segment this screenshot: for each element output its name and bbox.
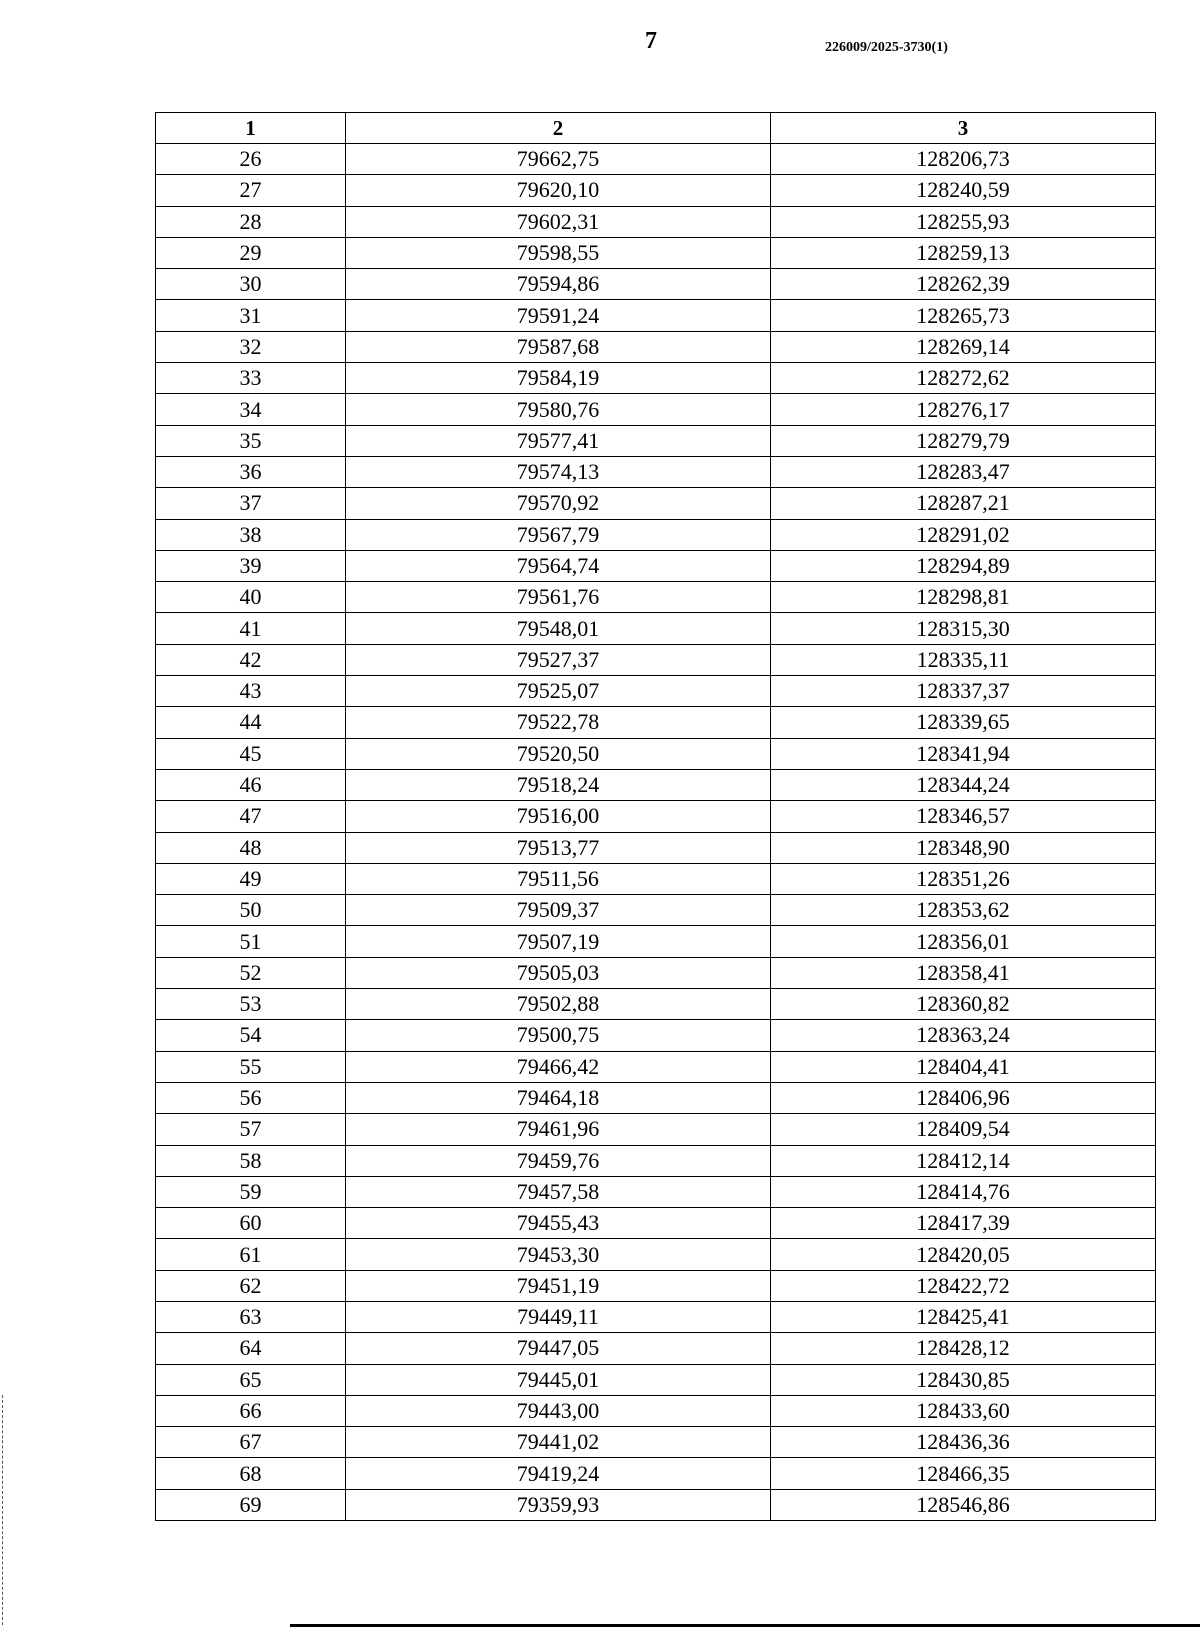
table-cell: 50 <box>156 895 346 926</box>
coordinates-table <box>155 112 1156 1521</box>
table-cell: 128279,79 <box>771 425 1156 456</box>
table-cell: 128337,37 <box>771 676 1156 707</box>
table-cell: 79561,76 <box>346 582 771 613</box>
table-cell: 79574,13 <box>346 456 771 487</box>
table-row <box>156 582 1156 613</box>
table-cell: 38 <box>156 519 346 550</box>
scan-edge-mark <box>2 1395 4 1625</box>
table-cell: 128422,72 <box>771 1270 1156 1301</box>
table-row <box>156 1176 1156 1207</box>
table-cell: 54 <box>156 1020 346 1051</box>
table-cell: 66 <box>156 1395 346 1426</box>
table-row <box>156 989 1156 1020</box>
table-cell: 79587,68 <box>346 331 771 362</box>
table-cell: 56 <box>156 1082 346 1113</box>
table-cell: 62 <box>156 1270 346 1301</box>
table-cell: 47 <box>156 801 346 832</box>
document-reference: 226009/2025-3730(1) <box>825 40 948 55</box>
table-row <box>156 832 1156 863</box>
table-cell: 79505,03 <box>346 957 771 988</box>
table-row <box>156 456 1156 487</box>
table-row <box>156 676 1156 707</box>
table-cell: 128406,96 <box>771 1082 1156 1113</box>
table-cell: 128417,39 <box>771 1208 1156 1239</box>
table-cell: 79464,18 <box>346 1082 771 1113</box>
table-row <box>156 769 1156 800</box>
table-row <box>156 269 1156 300</box>
table-row <box>156 363 1156 394</box>
table-cell: 128269,14 <box>771 331 1156 362</box>
table-cell: 63 <box>156 1301 346 1332</box>
table-cell: 27 <box>156 175 346 206</box>
table-cell: 79511,56 <box>346 863 771 894</box>
table-cell: 79564,74 <box>346 550 771 581</box>
table-cell: 79527,37 <box>346 644 771 675</box>
table-cell: 79567,79 <box>346 519 771 550</box>
table-cell: 128353,62 <box>771 895 1156 926</box>
table-row <box>156 801 1156 832</box>
table-cell: 45 <box>156 738 346 769</box>
table-cell: 128414,76 <box>771 1176 1156 1207</box>
table-row <box>156 1395 1156 1426</box>
table-row <box>156 1082 1156 1113</box>
table-cell: 31 <box>156 300 346 331</box>
column-header: 1 <box>156 113 346 144</box>
column-header: 2 <box>346 113 771 144</box>
table-cell: 79455,43 <box>346 1208 771 1239</box>
table-cell: 128356,01 <box>771 926 1156 957</box>
table-row <box>156 895 1156 926</box>
table-cell: 64 <box>156 1333 346 1364</box>
table-row <box>156 300 1156 331</box>
table-cell: 43 <box>156 676 346 707</box>
table-row <box>156 144 1156 175</box>
table-body <box>156 144 1156 1521</box>
table-cell: 128259,13 <box>771 237 1156 268</box>
table-cell: 79457,58 <box>346 1176 771 1207</box>
table-row <box>156 425 1156 456</box>
table-cell: 28 <box>156 206 346 237</box>
table-cell: 26 <box>156 144 346 175</box>
table-cell: 128425,41 <box>771 1301 1156 1332</box>
table-cell: 79500,75 <box>346 1020 771 1051</box>
table-cell: 79513,77 <box>346 832 771 863</box>
table-cell: 128240,59 <box>771 175 1156 206</box>
table-cell: 128358,41 <box>771 957 1156 988</box>
table-cell: 128363,24 <box>771 1020 1156 1051</box>
table-cell: 79466,42 <box>346 1051 771 1082</box>
table-cell: 128276,17 <box>771 394 1156 425</box>
table-cell: 128360,82 <box>771 989 1156 1020</box>
table-row <box>156 1333 1156 1364</box>
table-cell: 52 <box>156 957 346 988</box>
table-cell: 128265,73 <box>771 300 1156 331</box>
table-cell: 79451,19 <box>346 1270 771 1301</box>
table-cell: 128339,65 <box>771 707 1156 738</box>
table-cell: 128315,30 <box>771 613 1156 644</box>
table-cell: 79445,01 <box>346 1364 771 1395</box>
table-cell: 41 <box>156 613 346 644</box>
table-cell: 79441,02 <box>346 1427 771 1458</box>
table-cell: 79520,50 <box>346 738 771 769</box>
table-row <box>156 331 1156 362</box>
table-cell: 61 <box>156 1239 346 1270</box>
table-cell: 128420,05 <box>771 1239 1156 1270</box>
table-cell: 37 <box>156 488 346 519</box>
table-cell: 128335,11 <box>771 644 1156 675</box>
table-cell: 128344,24 <box>771 769 1156 800</box>
table-row <box>156 926 1156 957</box>
bottom-rule <box>290 1624 1200 1627</box>
table-row <box>156 206 1156 237</box>
table-cell: 49 <box>156 863 346 894</box>
table-cell: 79359,93 <box>346 1489 771 1520</box>
table-cell: 79620,10 <box>346 175 771 206</box>
table-row <box>156 1301 1156 1332</box>
table-cell: 128206,73 <box>771 144 1156 175</box>
table-row <box>156 957 1156 988</box>
table-cell: 79509,37 <box>346 895 771 926</box>
table-cell: 68 <box>156 1458 346 1489</box>
table-cell: 57 <box>156 1114 346 1145</box>
table-cell: 79594,86 <box>346 269 771 300</box>
table-cell: 36 <box>156 456 346 487</box>
table-cell: 58 <box>156 1145 346 1176</box>
table-cell: 128412,14 <box>771 1145 1156 1176</box>
table-cell: 128262,39 <box>771 269 1156 300</box>
table-header-row <box>156 113 1156 144</box>
table-cell: 79461,96 <box>346 1114 771 1145</box>
table-row <box>156 738 1156 769</box>
table-row <box>156 519 1156 550</box>
table-cell: 128351,26 <box>771 863 1156 894</box>
table-row <box>156 707 1156 738</box>
table-cell: 42 <box>156 644 346 675</box>
table-cell: 79662,75 <box>346 144 771 175</box>
table-row <box>156 1458 1156 1489</box>
table-cell: 128466,35 <box>771 1458 1156 1489</box>
table-cell: 79570,92 <box>346 488 771 519</box>
table-cell: 128430,85 <box>771 1364 1156 1395</box>
table-row <box>156 550 1156 581</box>
table-row <box>156 175 1156 206</box>
table-cell: 128255,93 <box>771 206 1156 237</box>
table-cell: 65 <box>156 1364 346 1395</box>
table-cell: 128346,57 <box>771 801 1156 832</box>
table-cell: 79598,55 <box>346 237 771 268</box>
table-cell: 67 <box>156 1427 346 1458</box>
table-row <box>156 1020 1156 1051</box>
table-row <box>156 1114 1156 1145</box>
table-cell: 128433,60 <box>771 1395 1156 1426</box>
table-cell: 79516,00 <box>346 801 771 832</box>
table-cell: 128404,41 <box>771 1051 1156 1082</box>
table-row <box>156 1364 1156 1395</box>
table-cell: 128436,36 <box>771 1427 1156 1458</box>
table-cell: 29 <box>156 237 346 268</box>
table-cell: 59 <box>156 1176 346 1207</box>
table-cell: 128348,90 <box>771 832 1156 863</box>
table-cell: 128272,62 <box>771 363 1156 394</box>
table-row <box>156 488 1156 519</box>
table-cell: 79459,76 <box>346 1145 771 1176</box>
table-cell: 79507,19 <box>346 926 771 957</box>
table-cell: 128287,21 <box>771 488 1156 519</box>
table-row <box>156 1427 1156 1458</box>
table-cell: 79522,78 <box>346 707 771 738</box>
table-cell: 39 <box>156 550 346 581</box>
table-cell: 46 <box>156 769 346 800</box>
table-cell: 128283,47 <box>771 456 1156 487</box>
page-number: 7 <box>645 28 657 54</box>
table-row <box>156 1270 1156 1301</box>
table-cell: 79584,19 <box>346 363 771 394</box>
table-cell: 128409,54 <box>771 1114 1156 1145</box>
table-row <box>156 644 1156 675</box>
table-row <box>156 863 1156 894</box>
table-cell: 128546,86 <box>771 1489 1156 1520</box>
table-cell: 128294,89 <box>771 550 1156 581</box>
table-cell: 79419,24 <box>346 1458 771 1489</box>
table-row <box>156 1239 1156 1270</box>
table-row <box>156 394 1156 425</box>
table-cell: 128298,81 <box>771 582 1156 613</box>
table-cell: 79591,24 <box>346 300 771 331</box>
table-cell: 79577,41 <box>346 425 771 456</box>
table-cell: 30 <box>156 269 346 300</box>
table-cell: 51 <box>156 926 346 957</box>
table-cell: 69 <box>156 1489 346 1520</box>
table-cell: 40 <box>156 582 346 613</box>
table-cell: 53 <box>156 989 346 1020</box>
table-row <box>156 1208 1156 1239</box>
table-row <box>156 1145 1156 1176</box>
table-row <box>156 1489 1156 1520</box>
table-cell: 128341,94 <box>771 738 1156 769</box>
table-cell: 34 <box>156 394 346 425</box>
table-cell: 55 <box>156 1051 346 1082</box>
table-row <box>156 1051 1156 1082</box>
table-cell: 79443,00 <box>346 1395 771 1426</box>
table-cell: 79518,24 <box>346 769 771 800</box>
table-cell: 60 <box>156 1208 346 1239</box>
table-row <box>156 237 1156 268</box>
column-header: 3 <box>771 113 1156 144</box>
table-cell: 128428,12 <box>771 1333 1156 1364</box>
table-cell: 79548,01 <box>346 613 771 644</box>
table-cell: 79453,30 <box>346 1239 771 1270</box>
table-cell: 79580,76 <box>346 394 771 425</box>
table-cell: 79447,05 <box>346 1333 771 1364</box>
table-cell: 79602,31 <box>346 206 771 237</box>
table-cell: 48 <box>156 832 346 863</box>
table-row <box>156 613 1156 644</box>
table-cell: 128291,02 <box>771 519 1156 550</box>
table-cell: 79525,07 <box>346 676 771 707</box>
table-cell: 33 <box>156 363 346 394</box>
table-cell: 79449,11 <box>346 1301 771 1332</box>
table-cell: 32 <box>156 331 346 362</box>
table-cell: 44 <box>156 707 346 738</box>
table-cell: 35 <box>156 425 346 456</box>
table-cell: 79502,88 <box>346 989 771 1020</box>
